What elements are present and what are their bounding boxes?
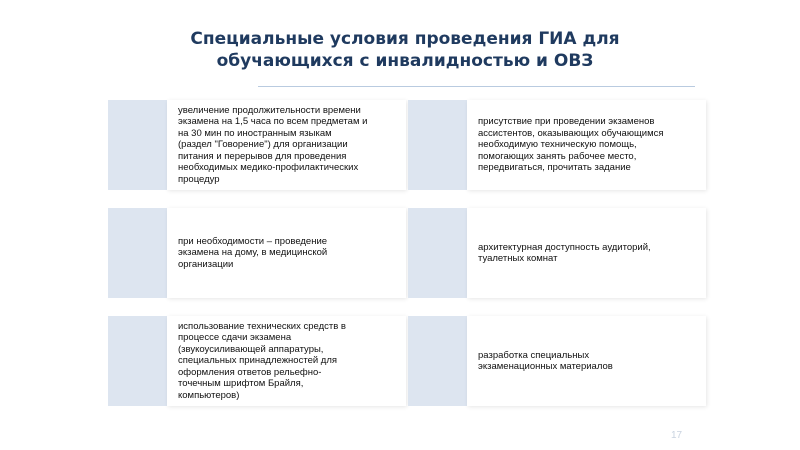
card-text: разработка специальных экзаменационных материалов	[478, 349, 613, 372]
card-text: при необходимости – проведение экзамена на дому, в медицинской организации	[178, 235, 328, 270]
card-swatch	[108, 100, 167, 190]
card-text-panel	[167, 100, 406, 190]
card-text-panel	[467, 208, 706, 298]
card-text: увеличение продолжительности времени экзамена на 1,5 часа по всем предметам и на 30 мин по иностранным языкам (раздел "Говорение") для организации питания и перерывов для проведения необходимых медико-профилактических процедур	[178, 104, 368, 185]
card-text: архитектурная доступность аудиторий, туалетных комнат	[478, 241, 651, 264]
card-text-panel	[167, 316, 406, 406]
card-swatch	[408, 100, 467, 190]
card-text-panel	[167, 208, 406, 298]
card-text-panel	[467, 100, 706, 190]
card-swatch	[108, 316, 167, 406]
slide-title-text: Специальные условия проведения ГИА для обучающихся с инвалидностью и ОВЗ	[190, 29, 620, 71]
card-text-panel	[467, 316, 706, 406]
card-text: использование технических средств в процессе сдачи экзамена (звукоусиливающей аппаратуры, специальных принадлежностей для оформления ответов рельефно- точечным шрифтом Брайля, компьютеров)	[178, 320, 346, 401]
title-divider	[258, 86, 695, 87]
page-number: 17	[671, 430, 683, 441]
slide-title	[185, 28, 625, 72]
card-swatch	[408, 208, 467, 298]
card-swatch	[408, 316, 467, 406]
card-text: присутствие при проведении экзаменов ассистентов, оказывающих обучающимся необходимую техническую помощь, помогающих занять рабочее место, передвигаться, прочитать задание	[478, 116, 664, 174]
card-swatch	[108, 208, 167, 298]
